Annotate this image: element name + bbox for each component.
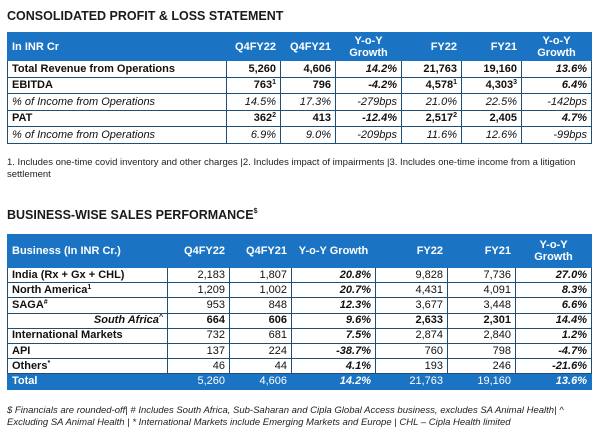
- pl-row-ebitda: [8, 77, 592, 94]
- cell-q4fy22: 2,183: [168, 268, 230, 283]
- cell-fy22: 21.0%: [402, 94, 462, 111]
- pl-col-label: In INR Cr: [8, 33, 227, 61]
- cell-yoy-fy: -21.6%: [516, 359, 592, 374]
- bw-row-api: [8, 343, 592, 358]
- cell-fy21: 7,736: [448, 268, 516, 283]
- row-label: API: [8, 343, 168, 358]
- cell-q4fy21: 1,002: [230, 283, 292, 298]
- bw-footnote: $ Financials are rounded-off| # Includes South Africa, Sub-Saharan and Cipla Global Access business, excludes SA Animal Health| ^ Excluding SA Animal Health | * International Markets include Emerging Markets and Europe | CHL – Cipla Health limited: [7, 405, 564, 428]
- cell-q4fy22: $362^2$: [227, 110, 281, 127]
- cell-q4fy22: 14.5%: [227, 94, 281, 111]
- cell-fy22: 21,763: [402, 61, 462, 78]
- row-label: % of Income from Operations: [8, 94, 227, 111]
- cell-q4fy22: 953: [168, 298, 230, 313]
- cell-q4fy21: 9.0%: [281, 127, 336, 144]
- bw-row-international: [8, 328, 592, 343]
- cell-q4fy21: 848: [230, 298, 292, 313]
- cell-fy21: 2,301: [448, 313, 516, 328]
- pl-row-pat: [8, 110, 592, 127]
- cell-fy22: 760: [376, 343, 448, 358]
- bw-row-others: [8, 359, 592, 374]
- cell-yoy-fy: 13.6%: [516, 374, 592, 389]
- cell-q4fy22: 5,260: [168, 374, 230, 389]
- cell-fy21: 246: [448, 359, 516, 374]
- cell-yoy-fy: 27.0%: [516, 268, 592, 283]
- pl-col-yoy-q: Y-o-Y Growth: [336, 33, 402, 61]
- pl-footnote: 1. Includes one-time covid inventory and other charges |2. Includes impact of impairments |3. Includes one-time income from a litigation settlement: [7, 157, 576, 180]
- footnote-marker: 2: [453, 112, 457, 120]
- cell-fy22: 2,633: [376, 313, 448, 328]
- footnote-marker: 1: [453, 79, 457, 87]
- cell-yoy-q: 9.6%: [292, 313, 376, 328]
- cell-q4fy22: 46: [168, 359, 230, 374]
- cell-yoy-fy: 14.4%: [516, 313, 592, 328]
- cell-yoy-fy: 1.2%: [516, 328, 592, 343]
- row-label: Others*: [8, 359, 168, 374]
- bw-col-q4fy21: Q4FY21: [230, 235, 292, 268]
- bw-title: BUSINESS-WISE SALES PERFORMANCE$: [7, 208, 258, 222]
- row-label: Total Revenue from Operations: [8, 61, 227, 78]
- cell-yoy-fy: 6.6%: [516, 298, 592, 313]
- cell-fy21: 19,160: [448, 374, 516, 389]
- bw-col-q4fy22: Q4FY22: [168, 235, 230, 268]
- bw-header-row: [8, 235, 592, 268]
- bw-table: [7, 234, 592, 390]
- cell-yoy-q: 20.8%: [292, 268, 376, 283]
- row-label: International Markets: [8, 328, 168, 343]
- cell-q4fy22: 732: [168, 328, 230, 343]
- cell-fy22: 193: [376, 359, 448, 374]
- cell-fy22: 2,874: [376, 328, 448, 343]
- cell-yoy-q: 12.3%: [292, 298, 376, 313]
- cell-fy21: 798: [448, 343, 516, 358]
- pl-header-row: [8, 33, 592, 61]
- cell-yoy-q: -38.7%: [292, 343, 376, 358]
- cell-yoy-fy: -142bps: [522, 94, 592, 111]
- footnote-marker: ^: [158, 314, 163, 322]
- bw-row-south-africa: [8, 313, 592, 328]
- cell-yoy-fy: 6.4%: [522, 77, 592, 94]
- cell-yoy-q: -209bps: [336, 127, 402, 144]
- bw-row-saga: [8, 298, 592, 313]
- cell-q4fy21: 606: [230, 313, 292, 328]
- cell-q4fy22: 137: [168, 343, 230, 358]
- cell-q4fy21: 17.3%: [281, 94, 336, 111]
- cell-yoy-fy: -4.7%: [516, 343, 592, 358]
- cell-fy21: 22.5%: [462, 94, 522, 111]
- footnote-marker: 1: [272, 79, 276, 87]
- footnote-marker: 2: [272, 112, 276, 120]
- pl-row-pat-margin: [8, 127, 592, 144]
- row-label: North America$^1$: [8, 283, 168, 298]
- cell-fy22: 21,763: [376, 374, 448, 389]
- cell-q4fy21: 44: [230, 359, 292, 374]
- row-label: Total: [8, 374, 168, 389]
- pl-col-yoy-fy: Y-o-Y Growth: [522, 33, 592, 61]
- pl-col-fy21: FY21: [462, 33, 522, 61]
- cell-yoy-q: -279bps: [336, 94, 402, 111]
- bw-col-yoy-q: Y-o-Y Growth: [292, 235, 376, 268]
- cell-fy22: 2,517$^2$: [402, 110, 462, 127]
- cell-fy22: 3,677: [376, 298, 448, 313]
- pl-row-revenue: [8, 61, 592, 78]
- bw-col-fy22: FY22: [376, 235, 448, 268]
- cell-q4fy22: 5,260: [227, 61, 281, 78]
- bw-col-fy21: FY21: [448, 235, 516, 268]
- cell-q4fy21: 413: [281, 110, 336, 127]
- cell-fy22: 4,431: [376, 283, 448, 298]
- cell-yoy-q: 14.2%: [336, 61, 402, 78]
- row-label: EBITDA: [8, 77, 227, 94]
- cell-q4fy21: 681: [230, 328, 292, 343]
- cell-yoy-fy: 8.3%: [516, 283, 592, 298]
- pl-col-q4fy21: Q4FY21: [281, 33, 336, 61]
- cell-yoy-q: 20.7%: [292, 283, 376, 298]
- cell-fy21: 19,160: [462, 61, 522, 78]
- row-label: PAT: [8, 110, 227, 127]
- title-footnote-marker: $: [253, 208, 258, 215]
- cell-q4fy21: 4,606: [230, 374, 292, 389]
- cell-fy22: 9,828: [376, 268, 448, 283]
- cell-fy21: 4,091: [448, 283, 516, 298]
- footnote-marker: 1: [87, 283, 92, 291]
- cell-fy22: 4,578$^1$: [402, 77, 462, 94]
- cell-q4fy21: 796: [281, 77, 336, 94]
- pl-title: CONSOLIDATED PROFIT & LOSS STATEMENT: [7, 9, 284, 23]
- row-label: India (Rx + Gx + CHL): [8, 268, 168, 283]
- row-label: South Africa^: [8, 313, 168, 328]
- footnote-marker: 3: [513, 79, 517, 87]
- cell-fy21: 3,448: [448, 298, 516, 313]
- cell-q4fy21: 1,807: [230, 268, 292, 283]
- cell-yoy-q: 14.2%: [292, 374, 376, 389]
- cell-yoy-fy: 4.7%: [522, 110, 592, 127]
- cell-fy21: 12.6%: [462, 127, 522, 144]
- cell-fy21: 4,303$^3$: [462, 77, 522, 94]
- cell-q4fy21: 4,606: [281, 61, 336, 78]
- cell-fy22: 11.6%: [402, 127, 462, 144]
- bw-col-yoy-fy: Y-o-Y Growth: [516, 235, 592, 268]
- pl-col-fy22: FY22: [402, 33, 462, 61]
- cell-fy21: 2,405: [462, 110, 522, 127]
- cell-yoy-q: -4.2%: [336, 77, 402, 94]
- row-label: % of Income from Operations: [8, 127, 227, 144]
- pl-row-ebitda-margin: [8, 94, 592, 111]
- pl-table: [7, 32, 592, 144]
- pl-col-q4fy22: Q4FY22: [227, 33, 281, 61]
- bw-row-india: [8, 268, 592, 283]
- cell-yoy-q: 4.1%: [292, 359, 376, 374]
- cell-q4fy22: 664: [168, 313, 230, 328]
- bw-row-total: [8, 374, 592, 389]
- cell-yoy-q: 7.5%: [292, 328, 376, 343]
- cell-q4fy21: 224: [230, 343, 292, 358]
- cell-q4fy22: 1,209: [168, 283, 230, 298]
- cell-q4fy22: $763^1$: [227, 77, 281, 94]
- row-label: SAGA#: [8, 298, 168, 313]
- bw-col-label: Business (In INR Cr.): [8, 235, 168, 268]
- cell-yoy-fy: 13.6%: [522, 61, 592, 78]
- footnote-marker: #: [43, 298, 48, 306]
- cell-yoy-q: -12.4%: [336, 110, 402, 127]
- bw-row-north-america: [8, 283, 592, 298]
- cell-q4fy22: 6.9%: [227, 127, 281, 144]
- footnote-marker: *: [47, 359, 51, 367]
- cell-yoy-fy: -99bps: [522, 127, 592, 144]
- cell-fy21: 2,840: [448, 328, 516, 343]
